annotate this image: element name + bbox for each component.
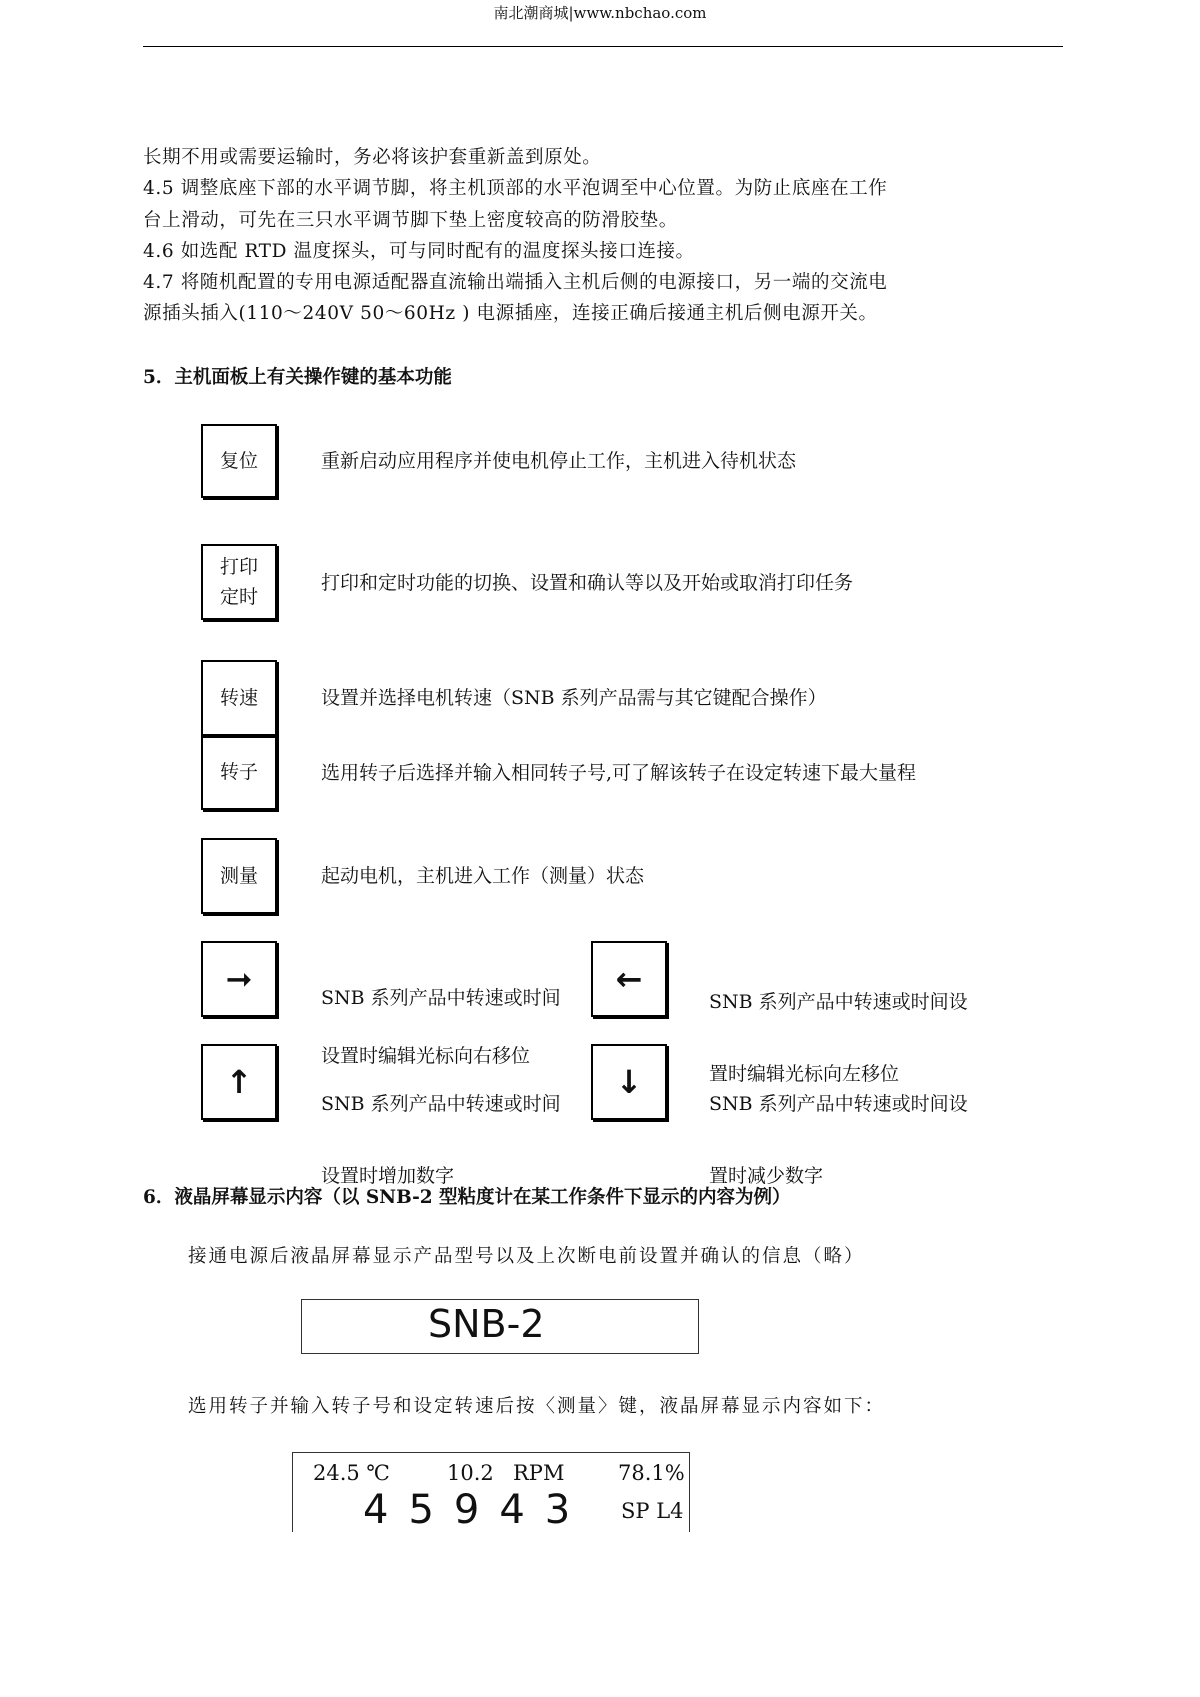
down-key-desc-1: SNB 系列产品中转速或时间设 — [709, 1093, 968, 1115]
intro-line-3: 台上滑动，可先在三只水平调节脚下垫上密度较高的防滑胶垫。 — [143, 210, 678, 231]
section-6-title: 6．液晶屏幕显示内容（以 SNB-2 型粘度计在某工作条件下显示的内容为例） — [143, 1187, 791, 1208]
reset-key-label: 复位 — [219, 450, 258, 472]
up-key-desc-2: 设置时增加数字 — [321, 1165, 455, 1187]
intro-line-2: 4.5 调整底座下部的水平调节脚，将主机顶部的水平泡调至中心位置。为防止底座在工作 — [143, 178, 888, 199]
speed-key — [201, 660, 277, 736]
lcd-speed-unit: RPM — [513, 1461, 565, 1485]
left-key-desc-2: 置时编辑光标向左移位 — [709, 1063, 900, 1085]
lcd-speed: 10.2 — [447, 1461, 494, 1485]
up-arrow-key — [201, 1044, 277, 1120]
section-6-text-1: 接通电源后液晶屏幕显示产品型号以及上次断电前设置并确认的信息（略） — [188, 1246, 865, 1267]
right-key-desc-1: SNB 系列产品中转速或时间 — [321, 987, 561, 1009]
section-5-title: 5．主机面板上有关操作键的基本功能 — [143, 367, 452, 388]
section-6-text-2: 选用转子并输入转子号和设定转速后按〈测量〉键，液晶屏幕显示内容如下： — [188, 1396, 886, 1417]
right-key-desc-2: 设置时编辑光标向右移位 — [321, 1045, 531, 1067]
lcd-temperature: 24.5 ℃ — [313, 1461, 390, 1485]
left-key-desc-1: SNB 系列产品中转速或时间设 — [709, 991, 968, 1013]
lcd-display-measure — [292, 1452, 690, 1532]
left-arrow-icon: ← — [615, 960, 643, 998]
rotor-key — [201, 734, 277, 810]
intro-line-1: 长期不用或需要运输时，务必将该护套重新盖到原处。 — [143, 147, 602, 168]
intro-line-6: 源插头插入(110～240V 50～60Hz ) 电源插座，连接正确后接通主机后侧电源开关。 — [143, 303, 878, 324]
lcd-percent: 78.1% — [618, 1461, 685, 1485]
rotor-key-label: 转子 — [219, 761, 258, 783]
up-arrow-icon: ↑ — [225, 1063, 253, 1101]
intro-line-4: 4.6 如选配 RTD 温度探头，可与同时配有的温度探头接口连接。 — [143, 241, 695, 262]
lcd-mode: SP L4 — [621, 1499, 684, 1523]
right-arrow-key — [201, 941, 277, 1017]
speed-key-desc: 设置并选择电机转速（SNB 系列产品需与其它键配合操作） — [321, 687, 827, 709]
page-header — [0, 2, 1200, 23]
reset-key — [201, 424, 277, 498]
print-key-label-2: 定时 — [219, 586, 258, 608]
down-arrow-icon: ↓ — [615, 1063, 643, 1101]
down-key-desc-2: 置时减少数字 — [709, 1165, 824, 1187]
measure-key-label: 测量 — [219, 865, 258, 887]
measure-key-desc: 起动电机，主机进入工作（测量）状态 — [321, 865, 645, 887]
print-key-label-1: 打印 — [219, 556, 258, 578]
reset-key-desc: 重新启动应用程序并使电机停止工作，主机进入待机状态 — [321, 450, 797, 472]
print-key-desc: 打印和定时功能的切换、设置和确认等以及开始或取消打印任务 — [321, 572, 854, 594]
left-arrow-key — [591, 941, 667, 1017]
header-site: 南北潮商城|www.nbchao.com — [493, 4, 707, 22]
down-arrow-key — [591, 1044, 667, 1120]
lcd-model-text: SNB-2 — [428, 1302, 545, 1346]
print-timer-key — [201, 544, 277, 620]
intro-line-5: 4.7 将随机配置的专用电源适配器直流输出端插入主机后侧的电源接口，另一端的交流电 — [143, 272, 888, 293]
up-key-desc-1: SNB 系列产品中转速或时间 — [321, 1093, 561, 1115]
rotor-key-desc: 选用转子后选择并输入相同转子号,可了解该转子在设定转速下最大量程 — [321, 762, 917, 784]
measure-key — [201, 838, 277, 914]
right-arrow-icon: ➞ — [225, 960, 253, 998]
header-rule — [143, 46, 1063, 47]
lcd-reading: 45943 — [363, 1487, 591, 1533]
lcd-display-model — [301, 1299, 699, 1354]
speed-key-label: 转速 — [219, 687, 258, 709]
